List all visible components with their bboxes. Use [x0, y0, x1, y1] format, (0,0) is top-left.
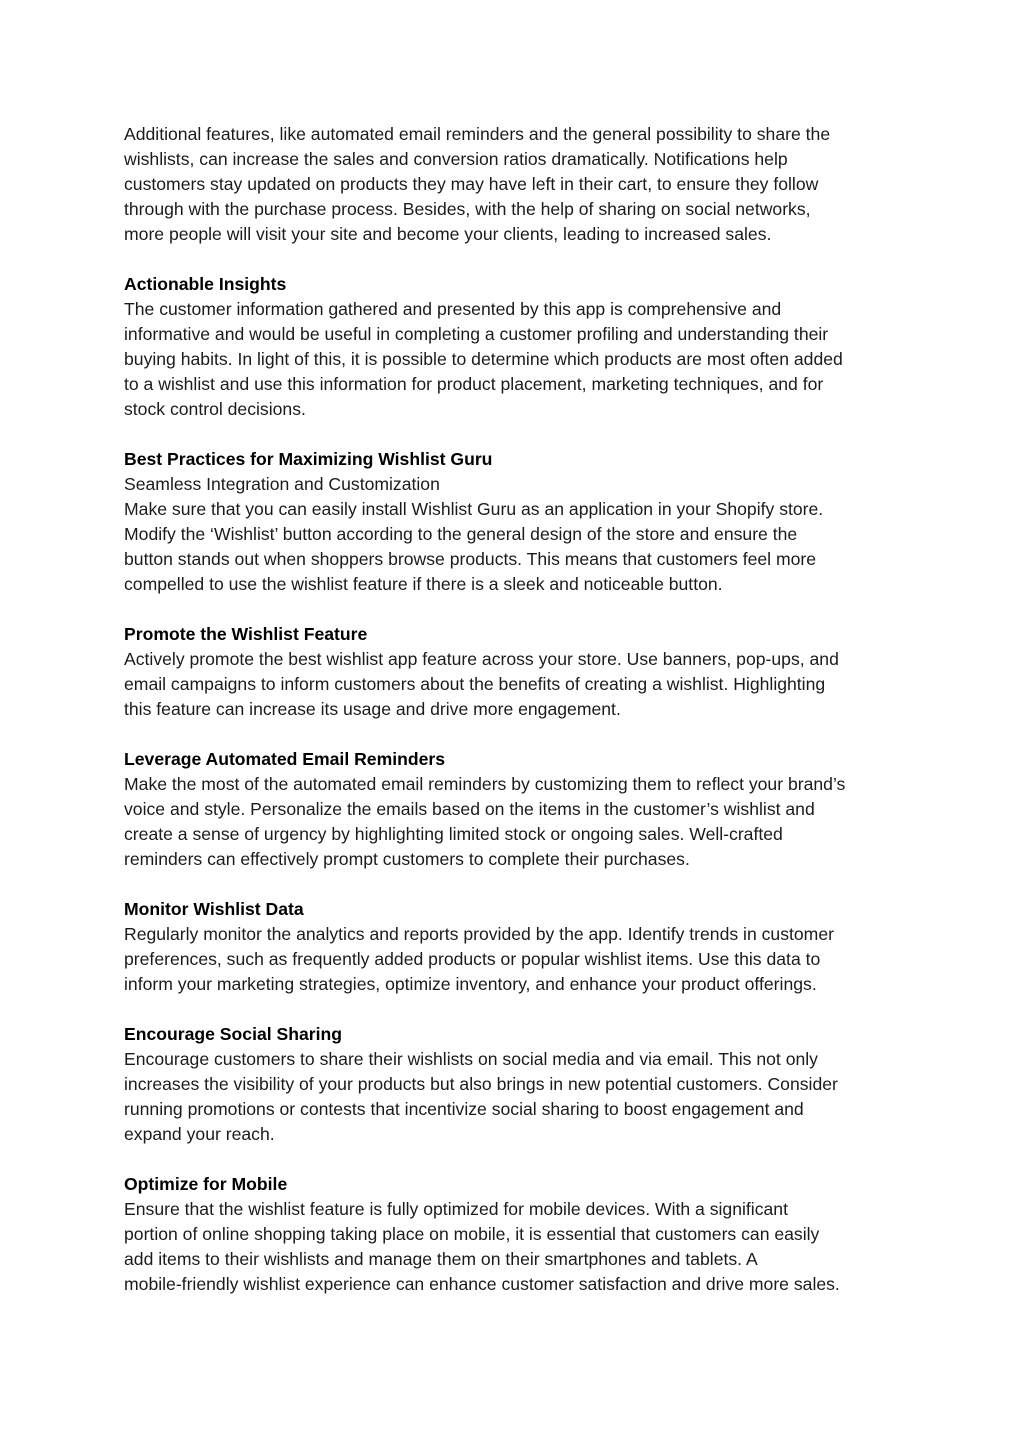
paragraph-line: Actively promote the best wishlist app feature across your store. Use banners, pop-ups, and	[124, 649, 839, 669]
section-social-sharing	[124, 1022, 914, 1147]
paragraph-line: compelled to use the wishlist feature if there is a sleek and noticeable button.	[124, 574, 723, 594]
section-heading: Best Practices for Maximizing Wishlist Guru	[124, 449, 493, 469]
paragraph-line: Regularly monitor the analytics and reports provided by the app. Identify trends in customer	[124, 924, 834, 944]
section-heading: Encourage Social Sharing	[124, 1024, 343, 1044]
section-actionable-insights	[124, 272, 914, 422]
section-best-practices	[124, 447, 914, 597]
document-page	[124, 122, 914, 1322]
paragraph-line: create a sense of urgency by highlighting limited stock or ongoing sales. Well-crafted	[124, 824, 783, 844]
section-monitor-data	[124, 897, 914, 997]
paragraph-line: customers stay updated on products they may have left in their cart, to ensure they follow	[124, 174, 819, 194]
intro-paragraph	[124, 122, 914, 247]
section-optimize-mobile	[124, 1172, 914, 1297]
paragraph-line: reminders can effectively prompt customers to complete their purchases.	[124, 849, 690, 869]
paragraph-line: through with the purchase process. Besides, with the help of sharing on social networks,	[124, 199, 811, 219]
paragraph-line: preferences, such as frequently added products or popular wishlist items. Use this data to	[124, 949, 821, 969]
paragraph-line: inform your marketing strategies, optimize inventory, and enhance your product offerings.	[124, 974, 817, 994]
paragraph-line: Ensure that the wishlist feature is fully optimized for mobile devices. With a significant	[124, 1199, 788, 1219]
paragraph-line: Modify the ‘Wishlist’ button according to the general design of the store and ensure the	[124, 524, 798, 544]
paragraph-line: wishlists, can increase the sales and conversion ratios dramatically. Notifications help	[124, 149, 788, 169]
paragraph-line: email campaigns to inform customers about the benefits of creating a wishlist. Highlighting	[124, 674, 826, 694]
paragraph-line: expand your reach.	[124, 1124, 275, 1144]
paragraph-line: this feature can increase its usage and drive more engagement.	[124, 699, 621, 719]
paragraph-line: running promotions or contests that incentivize social sharing to boost engagement and	[124, 1099, 804, 1119]
paragraph-line: voice and style. Personalize the emails based on the items in the customer’s wishlist and	[124, 799, 815, 819]
paragraph-line: Encourage customers to share their wishlists on social media and via email. This not only	[124, 1049, 818, 1069]
paragraph-line: add items to their wishlists and manage them on their smartphones and tablets. A	[124, 1249, 758, 1269]
paragraph-line: The customer information gathered and presented by this app is comprehensive and	[124, 299, 782, 319]
section-email-reminders	[124, 747, 914, 872]
paragraph-line: Additional features, like automated email reminders and the general possibility to share the	[124, 124, 831, 144]
paragraph-line: more people will visit your site and become your clients, leading to increased sales.	[124, 224, 772, 244]
section-promote-wishlist	[124, 622, 914, 722]
paragraph-line: button stands out when shoppers browse products. This means that customers feel more	[124, 549, 817, 569]
paragraph-line: to a wishlist and use this information for product placement, marketing techniques, and for	[124, 374, 824, 394]
paragraph-line: Make the most of the automated email reminders by customizing them to reflect your brand’s	[124, 774, 846, 794]
paragraph-line: mobile-friendly wishlist experience can enhance customer satisfaction and drive more sales.	[124, 1274, 840, 1294]
section-heading: Promote the Wishlist Feature	[124, 624, 368, 644]
paragraph-line: informative and would be useful in completing a customer profiling and understanding their	[124, 324, 829, 344]
paragraph-line: portion of online shopping taking place on mobile, it is essential that customers can easily	[124, 1224, 820, 1244]
section-heading: Leverage Automated Email Reminders	[124, 749, 446, 769]
paragraph-line: buying habits. In light of this, it is possible to determine which products are most often added	[124, 349, 843, 369]
subheading-line: Seamless Integration and Customization	[124, 474, 440, 494]
section-heading: Monitor Wishlist Data	[124, 899, 304, 919]
section-heading: Optimize for Mobile	[124, 1174, 288, 1194]
paragraph-line: Make sure that you can easily install Wishlist Guru as an application in your Shopify store.	[124, 499, 824, 519]
paragraph-line: increases the visibility of your products but also brings in new potential customers. Consider	[124, 1074, 838, 1094]
paragraph-line: stock control decisions.	[124, 399, 306, 419]
section-heading: Actionable Insights	[124, 274, 287, 294]
